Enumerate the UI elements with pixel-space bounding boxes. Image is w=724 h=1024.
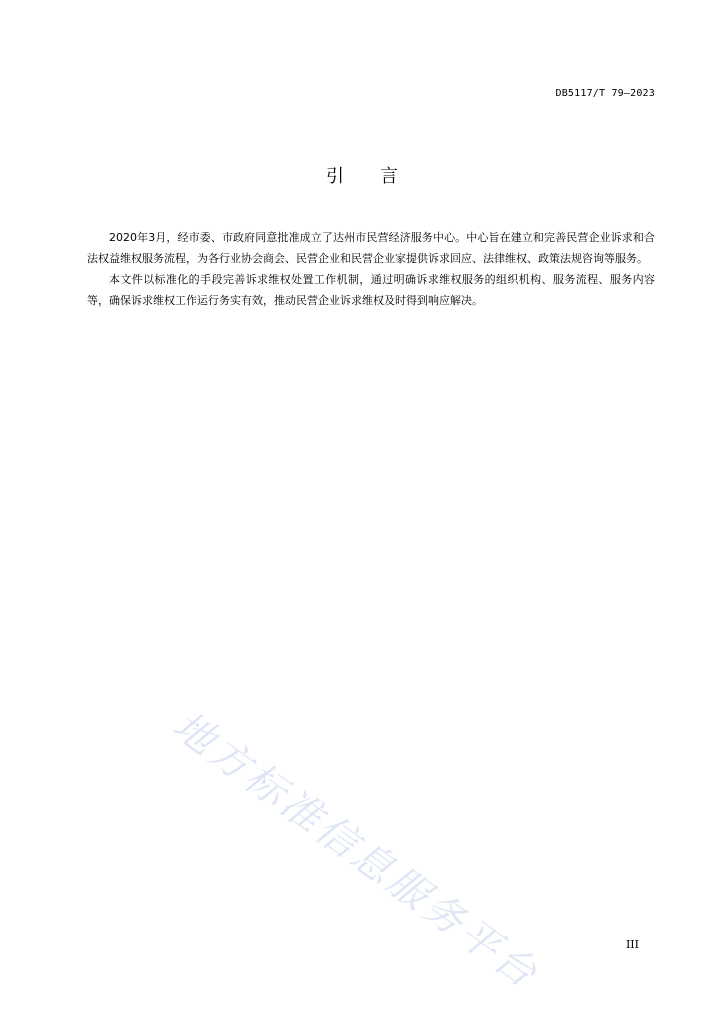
watermark: 地方标准信息服务平台 [164, 702, 548, 999]
section-title [0, 162, 724, 188]
paragraph-2: 本文件以标准化的手段完善诉求维权处置工作机制，通过明确诉求维权服务的组织机构、服务流程、服务内容等，确保诉求维权工作运行务实有效，推动民营企业诉求维权及时得到响应解决。 [87, 273, 655, 307]
body-text [87, 227, 655, 311]
paragraph-1: 2020年3月，经市委、市政府同意批准成立了达州市民营经济服务中心。中心旨在建立和完善民营企业诉求和合法权益维权服务流程，为各行业协会商会、民营企业和民营企业家提供诉求回应、法律维权、政策法规咨询等服务。 [87, 231, 655, 265]
page-number: III [625, 938, 639, 951]
title-char-1: 引 [326, 166, 344, 187]
document-code: DB5117/T 79—2023 [555, 88, 655, 99]
title-char-2: 言 [380, 166, 398, 187]
